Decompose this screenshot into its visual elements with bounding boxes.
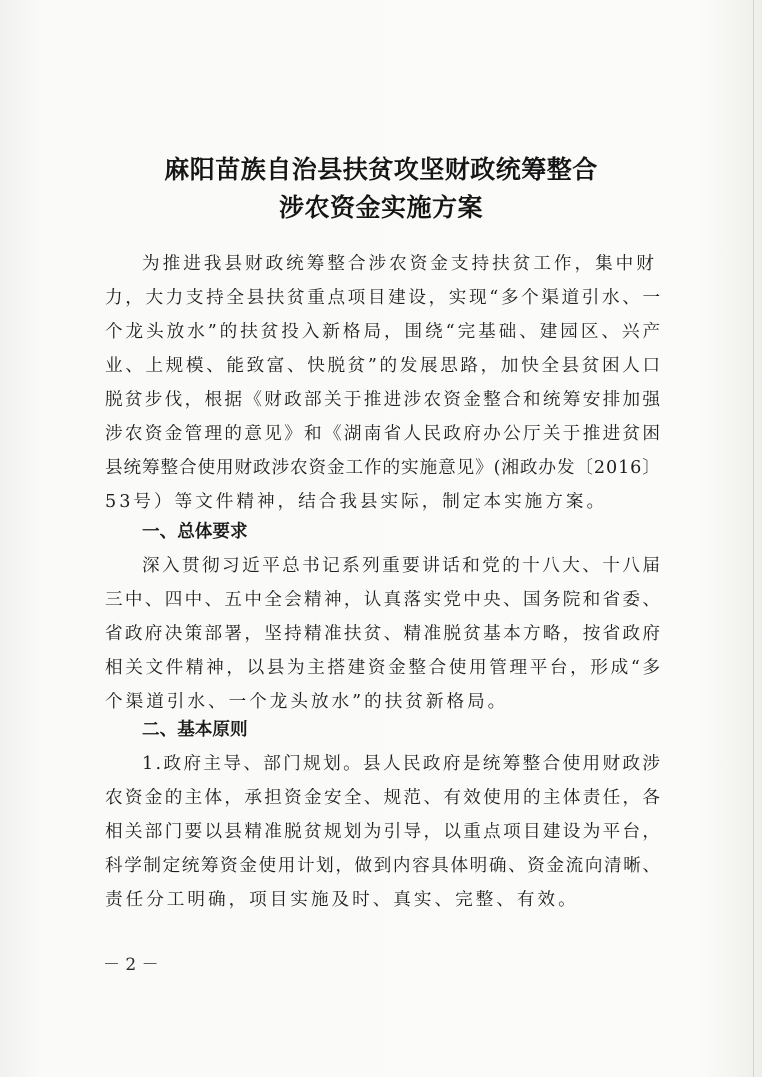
intro-line: 县统筹整合使用财政涉农资金工作的实施意见》(湘政办发〔2016〕 (105, 458, 661, 478)
section1-line: 三中、四中、五中全会精神，认真落实党中央、国务院和省委、 (105, 590, 663, 610)
section1-line: 深入贯彻习近平总书记系列重要讲话和党的十八大、十八届 (142, 556, 663, 576)
intro-line: 业、上规模、能致富、快脱贫”的发展思路，加快全县贫困人口 (105, 356, 663, 376)
intro-line: 个龙头放水”的扶贫投入新格局，围绕“完基础、建园区、兴产 (105, 322, 664, 342)
section2-line: 相关部门要以县精准脱贫规划为引导，以重点项目建设为平台， (105, 822, 663, 842)
section1-line: 相关文件精神，以县为主搭建资金整合使用管理平台，形成“多 (105, 658, 663, 678)
intro-line: 力，大力支持全县扶贫重点项目建设，实现“多个渠道引水、一 (105, 288, 663, 308)
section1-line: 个渠道引水、一个龙头放水”的扶贫新格局。 (105, 692, 509, 712)
intro-line: 脱贫步伐，根据《财政部关于推进涉农资金整合和统筹安排加强 (105, 390, 663, 410)
section2-line: 农资金的主体，承担资金安全、规范、有效使用的主体责任，各 (105, 788, 663, 808)
document-title-line-1: 麻阳苗族自治县扶贫攻坚财政统筹整合 (164, 155, 598, 184)
intro-line: 53号）等文件精神，结合我县实际，制定本实施方案。 (105, 492, 608, 512)
section2-line: 责任分工明确，项目实施及时、真实、完整、有效。 (105, 890, 579, 910)
section-heading-overall-requirements: 一、总体要求 (142, 522, 248, 542)
document-title-line-2: 涉农资金实施方案 (278, 193, 483, 222)
section2-line: 科学制定统筹资金使用计划，做到内容具体明确、资金流向清晰、 (105, 856, 662, 876)
intro-line: 为推进我县财政统筹整合涉农资金支持扶贫工作，集中财 (142, 254, 657, 274)
section1-line: 省政府决策部署，坚持精准扶贫、精准脱贫基本方略，按省政府 (105, 624, 663, 644)
page-number: － 2 － (103, 955, 159, 975)
intro-line: 涉农资金管理的意见》和《湖南省人民政府办公厅关于推进贫困 (105, 424, 663, 444)
section-heading-basic-principles: 二、基本原则 (142, 720, 248, 740)
section2-line: 1.政府主导、部门规划。县人民政府是统筹整合使用财政涉 (142, 754, 663, 774)
